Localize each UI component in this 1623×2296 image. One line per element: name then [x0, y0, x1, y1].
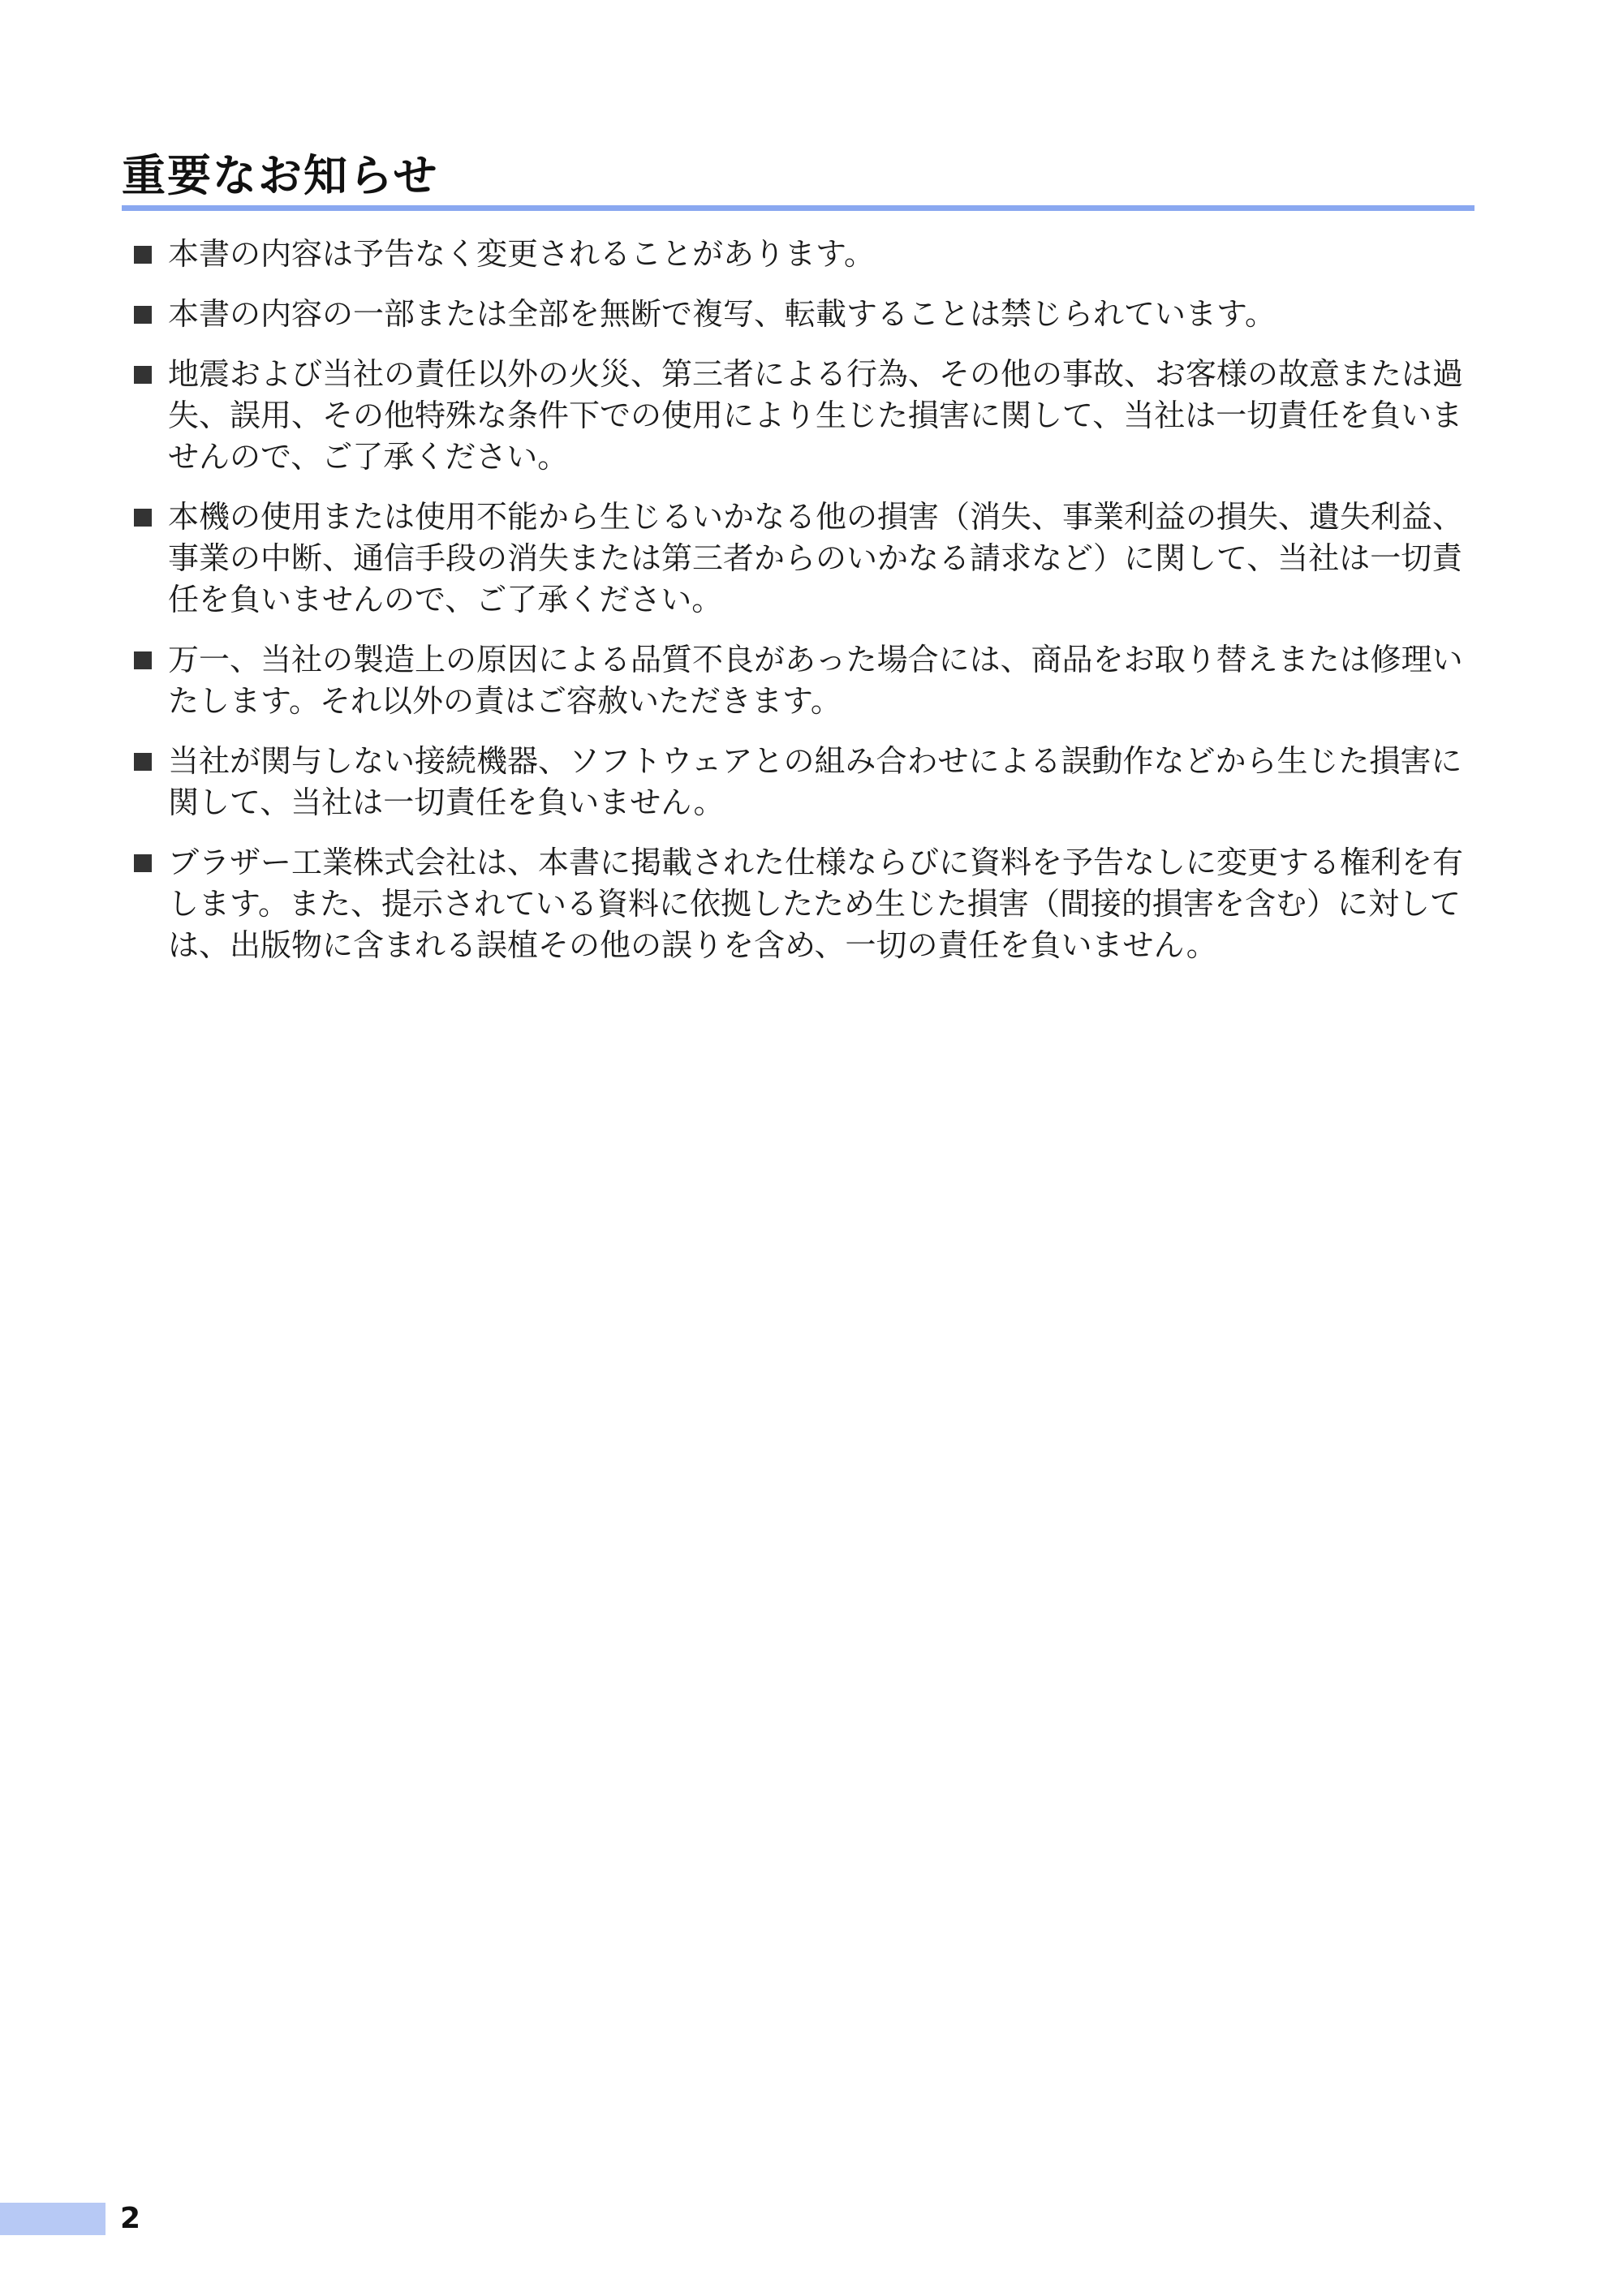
notice-text: 本機の使用または使用不能から生じるいかなる他の損害（消失、事業利益の損失、遺失利益、事業の中断、通信手段の消失または第三者からのいかなる請求など）に関して、当社は一切責任を負いませんので、ご了承ください。	[168, 499, 1464, 617]
notice-text: 地震および当社の責任以外の火災、第三者による行為、その他の事故、お客様の故意または過失、誤用、その他特殊な条件下での使用により生じた損害に関して、当社は一切責任を負いませんので、ご了承ください。	[168, 356, 1464, 475]
notice-item	[134, 234, 1477, 275]
square-bullet-icon	[134, 246, 152, 264]
notice-text: ブラザー工業株式会社は、本書に掲載された仕様ならびに資料を予告なしに変更する権利を有します。また、提示されている資料に依拠したため生じた損害（間接的損害を含む）に対しては、出版物に含まれる誤植その他の誤りを含め、一切の責任を負いません。	[168, 845, 1464, 963]
square-bullet-icon	[134, 753, 152, 771]
notice-item	[134, 354, 1477, 478]
footer-accent-bar	[0, 2203, 105, 2235]
notice-text: 万一、当社の製造上の原因による品質不良があった場合には、商品をお取り替えまたは修理いたします。それ以外の責はご容赦いただきます。	[168, 642, 1463, 719]
notice-text: 本書の内容の一部または全部を無断で複写、転載することは禁じられています。	[168, 296, 1276, 332]
square-bullet-icon	[134, 854, 152, 872]
square-bullet-icon	[134, 651, 152, 669]
page-title: 重要なお知らせ	[122, 150, 439, 201]
notice-item	[134, 741, 1477, 823]
notice-item	[134, 294, 1477, 335]
title-underline	[122, 205, 1474, 211]
notice-item	[134, 497, 1477, 621]
square-bullet-icon	[134, 366, 152, 384]
notice-item	[134, 639, 1477, 722]
notice-text: 本書の内容は予告なく変更されることがあります。	[168, 236, 875, 272]
notice-list	[134, 234, 1477, 985]
notice-item	[134, 842, 1477, 966]
square-bullet-icon	[134, 306, 152, 324]
page-number: 2	[120, 2202, 141, 2235]
square-bullet-icon	[134, 509, 152, 527]
notice-text: 当社が関与しない接続機器、ソフトウェアとの組み合わせによる誤動作などから生じた損害に関して、当社は一切責任を負いません。	[168, 743, 1462, 820]
